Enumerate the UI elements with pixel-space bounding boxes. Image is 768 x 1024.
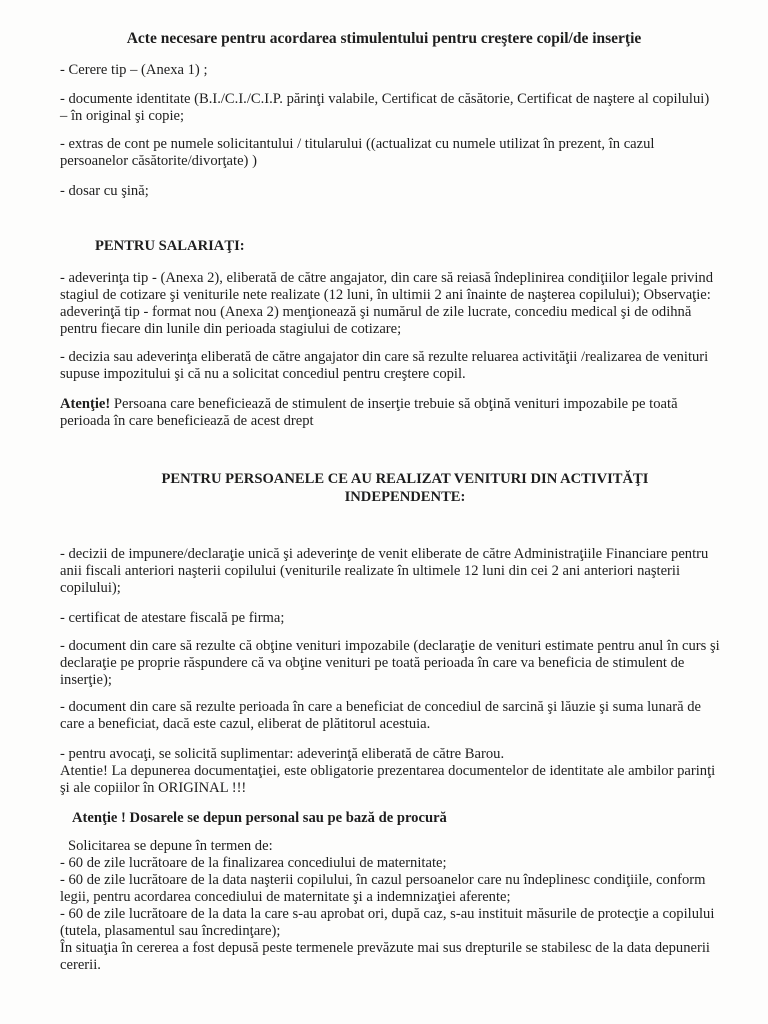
heading-line: PENTRU PERSOANELE CE AU REALIZAT VENITURI DIN ACTIVITĂŢI: [161, 471, 649, 487]
id-documents-notice: Atentie! La depunerea documentaţiei, este obligatorie prezentarea documentelor de identitate ale ambilor parinţi şi ale copiilor în ORIGINAL !!!: [60, 763, 716, 796]
section-heading-salariati: PENTRU SALARIAŢI:: [95, 238, 245, 254]
dosare-notice: Atenţie ! Dosarele se depun personal sau pe bază de procură: [72, 810, 447, 826]
termen-closing: În situaţia în cererea a fost depusă peste termenele prevăzute mai sus drepturile se stabilesc de la data depunerii cererii.: [60, 940, 710, 973]
heading-line: INDEPENDENTE:: [344, 489, 466, 505]
list-item: - decizii de impunere/declaraţie unică şi adeverinţe de venit eliberate de către Administraţiile Financiare pentru anii fiscali anteriori naşterii copilului (veniturile realizate în ultimele 12 luni din cei 2 ani anteriori naşterii copilului);: [60, 546, 709, 596]
section-heading-independente: [60, 470, 750, 506]
termen-intro: Solicitarea se depune în termen de:: [68, 838, 273, 854]
list-item: - extras de cont pe numele solicitantului / titularului ((actualizat cu numele utilizat în prezent, în cazul persoanelor căsătorite/divorţate) ): [60, 136, 655, 169]
list-item: - 60 de zile lucrătoare de la finalizarea concediului de maternitate;: [60, 855, 447, 871]
list-item: - 60 de zile lucrătoare de la data la care s-au aprobat ori, după caz, s-au instituit măsurile de protecţie a copilului (tutela, plasamentul sau încredinţare);: [60, 906, 715, 939]
list-item: - document din care să rezulte că obţine venituri impozabile (declaraţie de venituri estimate pentru anul în curs şi declaraţie pe proprie răspundere că va obţine venituri pe toată perioada în care va beneficia de stimulent de inserţie);: [60, 638, 720, 688]
list-item: - decizia sau adeverinţa eliberată de către angajator din care să rezulte reluarea activităţii /realizarea de venituri supuse impozitului şi că nu a solicitat concediul pentru creştere copil.: [60, 349, 709, 382]
attention-text: Persoana care beneficiează de stimulent de inserţie trebuie să obţină venituri impozabile pe toată perioada în care beneficiează de acest drept: [60, 396, 678, 429]
document-title: Acte necesare pentru acordarea stimulentului pentru creştere copil/de inserţie: [126, 30, 642, 47]
list-item: - dosar cu şină;: [60, 183, 149, 199]
list-item: - Cerere tip – (Anexa 1) ;: [60, 62, 208, 78]
attention-label: Atenţie!: [60, 396, 111, 412]
list-item: - 60 de zile lucrătoare de la data naşterii copilului, în cazul persoanelor care nu îndeplinesc condiţiile, conform legii, pentru acordarea concediului de maternitate şi a indemnizaţiei aferente;: [60, 872, 706, 905]
list-item: - adeverinţa tip - (Anexa 2), eliberată de către angajator, din care să reiasă îndeplinirea condiţiilor legale privind stagiul de cotizare şi veniturile nete realizate (12 luni, în ultimii 2 ani înainte de naşterea copilului); Observaţie: adeverinţă tip - format nou (Anexa 2) menţionează şi numărul de zile lucrate, concediu medical şi de odihnă pentru fiecare din lunile din perioada stagiului de cotizare;: [60, 270, 713, 337]
list-item: - documente identitate (B.I./C.I./C.I.P. părinţi valabile, Certificat de căsătorie, Certificat de naştere al copilului) – în original şi copie;: [60, 91, 710, 124]
list-item: - document din care să rezulte perioada în care a beneficiat de concediul de sarcină şi lăuzie şi suma lunară de care a beneficiat, dacă este cazul, eliberat de plătitorul acestuia.: [60, 699, 702, 732]
avocati-line: - pentru avocaţi, se solicită suplimentar: adeverinţă eliberată de către Barou.: [60, 746, 505, 762]
attention-paragraph: [60, 396, 720, 430]
list-item: - certificat de atestare fiscală pe firma;: [60, 610, 285, 626]
